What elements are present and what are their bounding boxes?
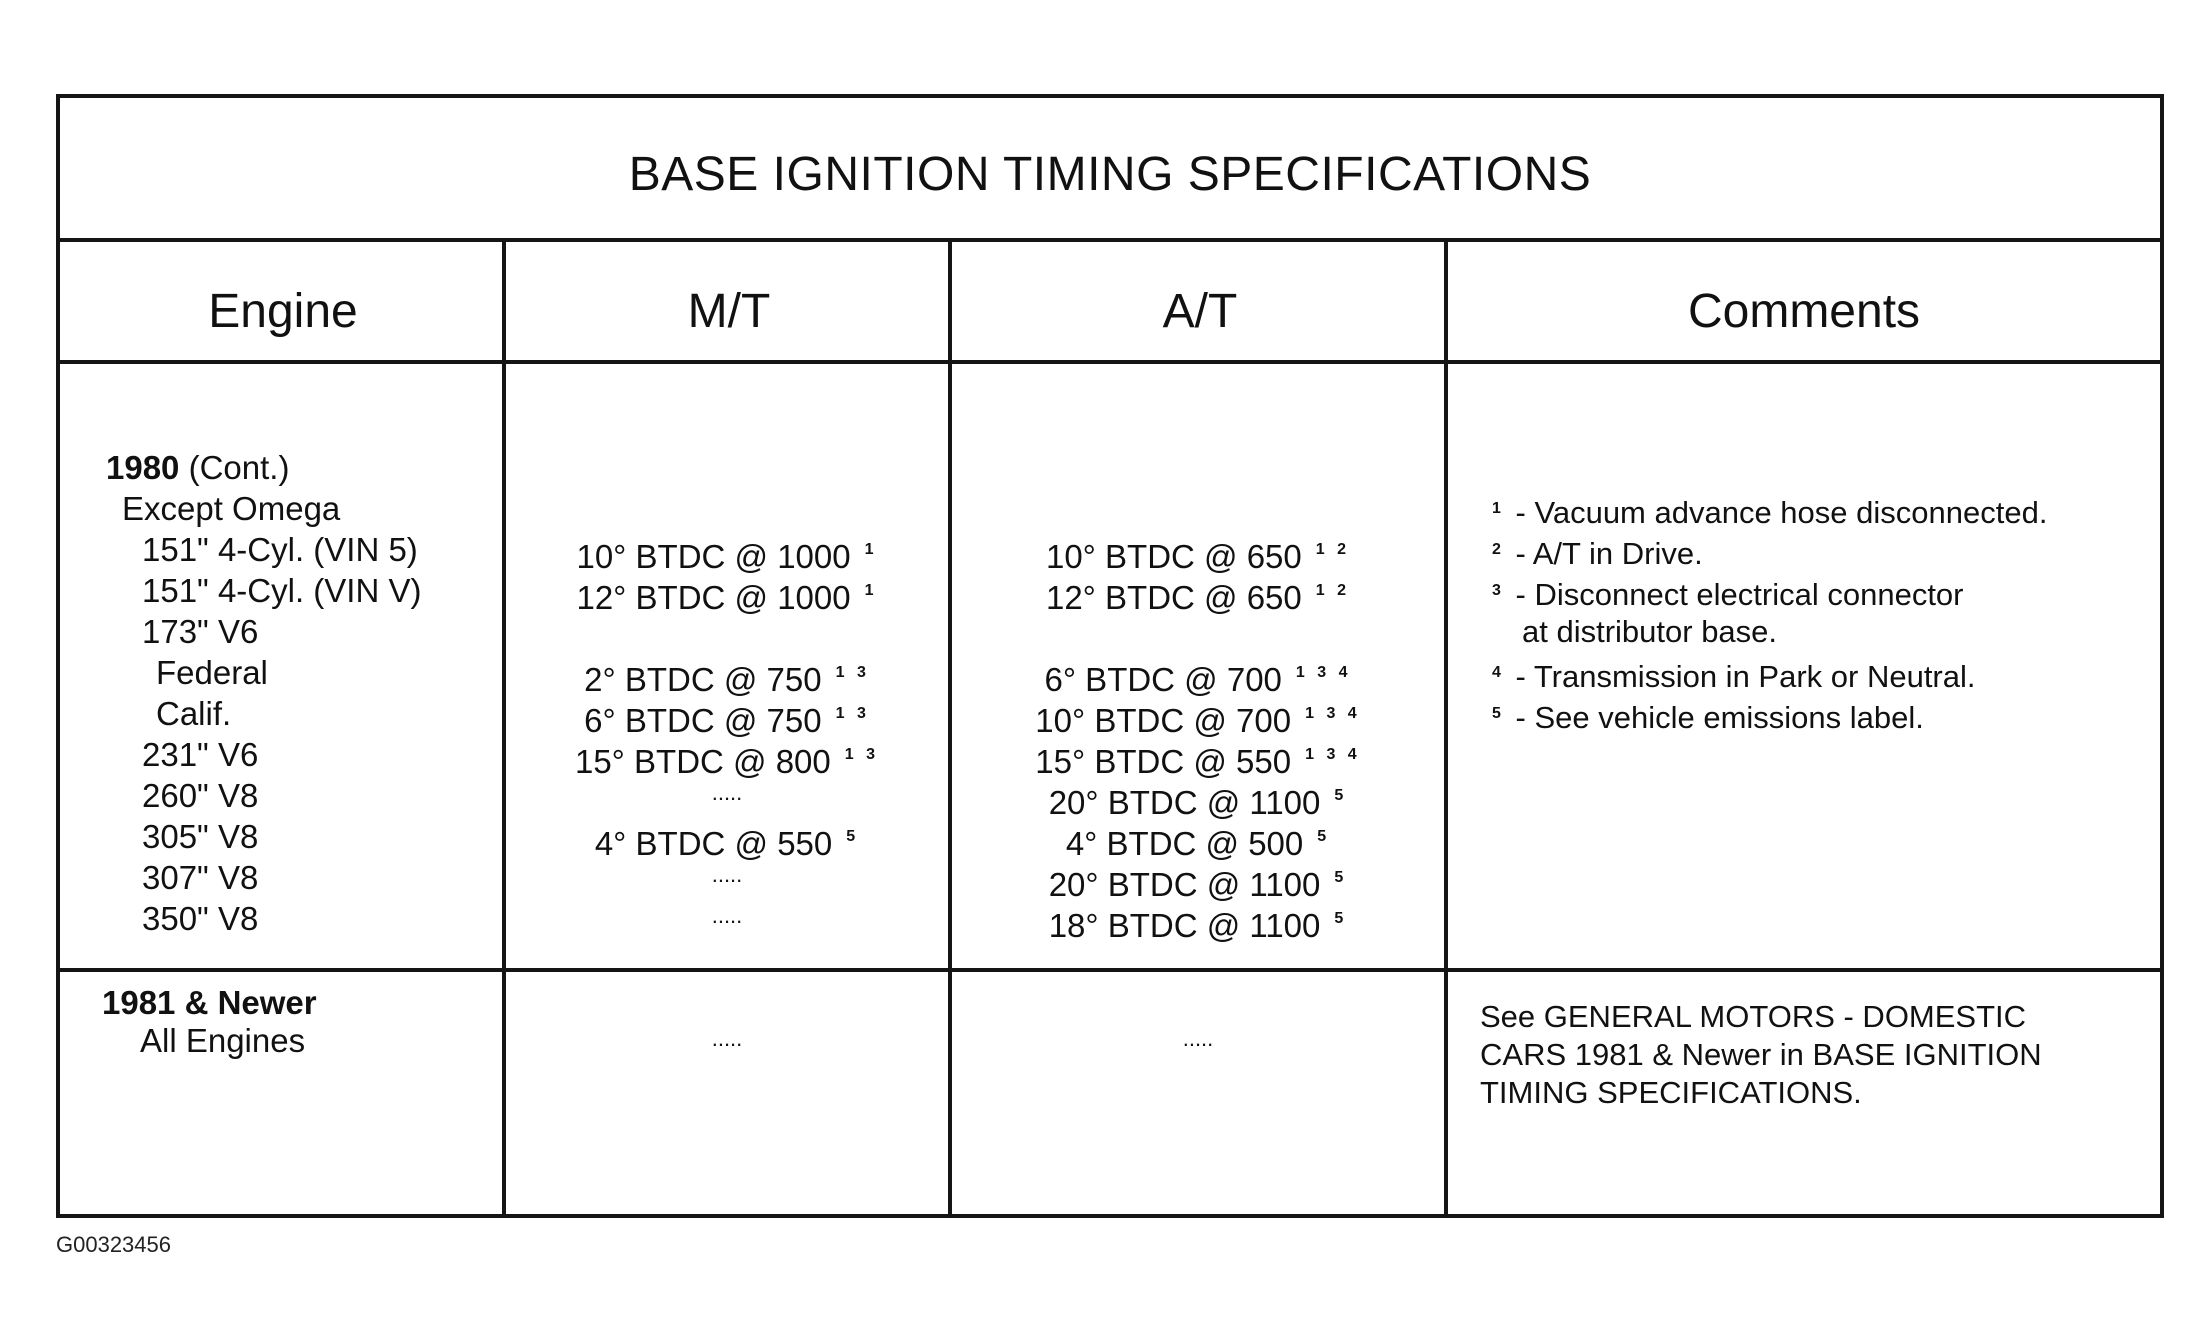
figure-code: G00323456 [56, 1232, 171, 1257]
footnote: $^3$ - Disconnect electrical connector [1492, 577, 1964, 612]
divider [60, 968, 2160, 972]
divider [60, 360, 2160, 364]
engine-label: 260" V8 [142, 777, 259, 814]
engine-label: 231" V6 [142, 736, 259, 773]
at-value: 15° BTDC @ 550 $^{1 3 4}$ [1035, 743, 1361, 780]
engine-label: 151" 4-Cyl. (VIN 5) [142, 531, 418, 568]
mt-value: 2° BTDC @ 750 $^{1 3}$ [584, 661, 870, 698]
column-divider [1444, 238, 1448, 1214]
engine-label: 307" V8 [142, 859, 259, 896]
footnote: $^4$ - Transmission in Park or Neutral. [1492, 659, 1976, 694]
engine-label: Federal [156, 654, 268, 691]
mt-value: ..... [711, 1026, 743, 1051]
column-header-engine: Engine [208, 284, 358, 338]
engine-group: All Engines [140, 1022, 306, 1059]
at-value: 20° BTDC @ 1100 $^5$ [1048, 784, 1348, 821]
at-value: 20° BTDC @ 1100 $^5$ [1048, 866, 1348, 903]
engine-label: 350" V8 [142, 900, 259, 937]
footnote-continuation: at distributor base. [1522, 614, 1778, 649]
engine-label: 305" V8 [142, 818, 259, 855]
footnote: $^5$ - See vehicle emissions label. [1492, 700, 1924, 735]
mt-value: 4° BTDC @ 550 $^5$ [594, 825, 860, 862]
column-header-at: A/T [1162, 284, 1238, 338]
column-header-mt: M/T [687, 284, 771, 338]
at-value: ..... [1182, 1026, 1214, 1051]
mt-value: ..... [711, 862, 743, 887]
engine-group: Except Omega [122, 490, 341, 527]
at-value: 12° BTDC @ 650 $^{1 2}$ [1045, 579, 1351, 616]
column-header-comments: Comments [1687, 284, 1921, 338]
year-heading: 1981 & Newer [102, 984, 317, 1021]
mt-value: 10° BTDC @ 1000 $^1$ [576, 538, 878, 575]
mt-value: 12° BTDC @ 1000 $^1$ [576, 579, 878, 616]
mt-value: ..... [711, 903, 743, 928]
comment-text: TIMING SPECIFICATIONS. [1480, 1075, 1862, 1110]
mt-value: 6° BTDC @ 750 $^{1 3}$ [584, 702, 870, 739]
footnote: $^2$ - A/T in Drive. [1492, 536, 1703, 571]
at-value: 4° BTDC @ 500 $^5$ [1065, 825, 1331, 862]
at-value: 6° BTDC @ 700 $^{1 3 4}$ [1044, 661, 1352, 698]
at-value: 18° BTDC @ 1100 $^5$ [1048, 907, 1348, 944]
engine-label: Calif. [156, 695, 232, 732]
engine-label: 173" V6 [142, 613, 259, 650]
table-title: BASE IGNITION TIMING SPECIFICATIONS [628, 147, 1592, 201]
year-heading: 1980 (Cont.) [106, 449, 290, 486]
comment-text: CARS 1981 & Newer in BASE IGNITION [1480, 1037, 2042, 1072]
mt-value: ..... [711, 780, 743, 805]
comment-text: See GENERAL MOTORS - DOMESTIC [1480, 999, 2027, 1034]
footnote: $^1$ - Vacuum advance hose disconnected. [1492, 495, 2048, 530]
spec-table [56, 94, 2164, 1218]
at-value: 10° BTDC @ 650 $^{1 2}$ [1045, 538, 1351, 575]
mt-value: 15° BTDC @ 800 $^{1 3}$ [574, 743, 880, 780]
at-value: 10° BTDC @ 700 $^{1 3 4}$ [1035, 702, 1361, 739]
engine-label: 151" 4-Cyl. (VIN V) [142, 572, 422, 609]
